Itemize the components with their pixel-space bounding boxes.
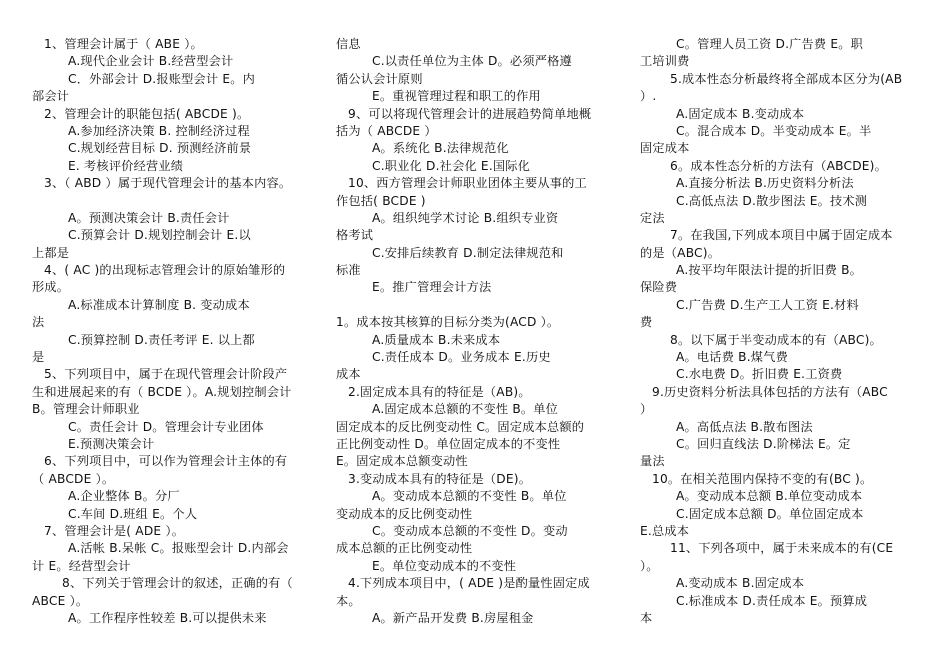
text-line: 正比例变动性 D。单位固定成本的不变性 (336, 436, 561, 451)
text-line: B。管理会计师职业 (32, 402, 140, 417)
text-line: 成本 (336, 367, 361, 382)
text-line: A。系统化 B.法律规范化 (372, 141, 509, 156)
text-line: 成本总额的正比例变动性 (336, 541, 473, 556)
text-line: 格考试 (336, 228, 374, 243)
text-line: E. 考核评价经营业绩 (68, 158, 184, 173)
text-line: C．外部会计 D.报账型会计 E。内 (68, 71, 256, 86)
text-line: ）。 (640, 558, 659, 573)
text-line: C.水电费 D。折旧费 E.工资费 (676, 367, 843, 382)
text-line: 8、下列关于管理会计的叙述，正确的有（ (62, 576, 293, 591)
text-line: A。预测决策会计 B.责任会计 (68, 210, 230, 225)
text-line: 循公认会计原则 (336, 71, 423, 86)
text-line: 工培训费 (640, 54, 690, 69)
text-line: 是 (32, 350, 45, 365)
column-middle (336, 36, 618, 627)
text-line: A.标准成本计算制度 B. 变动成本 (68, 297, 250, 312)
column-left (32, 36, 308, 627)
text-line: C.规划经营目标 D. 预测经济前景 (68, 141, 252, 156)
text-line: ） (640, 402, 653, 417)
text-line: A.质量成本 B.未来成本 (372, 332, 501, 347)
text-line: C.责任成本 D。业务成本 E.历史 (372, 350, 551, 365)
blank-line (32, 193, 308, 210)
text-line: A。新产品开发费 B.房屋租金 (372, 610, 534, 625)
text-line: 1、管理会计属于（ ABE ）。 (44, 37, 203, 51)
text-line: A。变动成本总额 B.单位变动成本 (676, 489, 863, 504)
text-line: A.参加经济决策 B. 控制经济过程 (68, 123, 250, 138)
text-line: 固定成本 (640, 141, 690, 156)
text-line: C。回归直线法 D.阶梯法 E。定 (676, 436, 851, 451)
text-line: C。管理人员工资 D.广告费 E。职 (676, 37, 864, 51)
text-line: A。电话费 B.煤气费 (676, 350, 788, 365)
text-line: 6。成本性态分析的方法有（ABCDE)。 (670, 158, 888, 173)
text-line: 变动成本的反比例变动性 (336, 506, 473, 521)
text-line: A.现代企业会计 B.经营型会计 (68, 54, 234, 69)
text-line: A。高低点法 B.散布图法 (676, 419, 813, 434)
text-line: C。变动成本总额的不变性 D。变动 (372, 523, 568, 538)
text-line: 9、可以将现代管理会计的进展趋势简单地概 (348, 106, 592, 121)
text-line: E.总成本 (640, 523, 690, 538)
text-line: 6、下列项目中，可以作为管理会计主体的有 (44, 454, 288, 469)
text-line: C.标准成本 D.责任成本 E。预算成 (676, 593, 868, 608)
text-line: 9.历史资料分析法具体包括的方法有（ABC (652, 384, 888, 399)
blank-line (336, 297, 618, 314)
text-line: 法 (32, 315, 45, 330)
text-line: E。固定成本总额变动性 (336, 454, 468, 469)
text-line: 作包括( BCDE ) (336, 193, 426, 208)
text-line: A。变动成本总额的不变性 B。单位 (372, 489, 567, 504)
text-line: C.车间 D.班组 E。个人 (68, 506, 198, 521)
text-line: 量法 (640, 454, 665, 469)
text-line: 5.成本性态分析最终将全部成本区分为(AB (670, 71, 903, 86)
text-line: 2.固定成本具有的特征是（AB)。 (348, 384, 531, 399)
text-line: E。推广管理会计方法 (372, 280, 492, 295)
text-line: 上都是 (32, 245, 70, 260)
text-line: C.以责任单位为主体 D。必须严格遵 (372, 54, 572, 69)
text-line: C.广告费 D.生产工人工资 E.材料 (676, 297, 859, 312)
text-line: 部会计 (32, 89, 70, 104)
text-line: C。责任会计 D。管理会计专业团体 (68, 419, 264, 434)
text-line: C.高低点法 D.散步图法 E。技术测 (676, 193, 868, 208)
text-line: C.职业化 D.社会化 E.国际化 (372, 158, 531, 173)
text-line: 标准 (336, 263, 361, 278)
text-line: A.按平均年限法计提的折旧费 B。 (676, 263, 863, 278)
text-line: C。混合成本 D。半变动成本 E。半 (676, 123, 872, 138)
text-line: 信息 (336, 37, 361, 51)
text-line: 8。以下属于半变动成本的有（ABC)。 (670, 332, 882, 347)
text-line: 10、西方管理会计师职业团体主要从事的工 (348, 176, 587, 191)
text-line: 形成。 (32, 280, 70, 295)
text-line: A.直接分析法 B.历史资料分析法 (676, 176, 854, 191)
text-line: 10。在相关范围内保持不变的有(BC )。 (652, 471, 873, 486)
text-line: 定法 (640, 210, 665, 225)
text-line: ）. (640, 89, 657, 104)
text-line: A.变动成本 B.固定成本 (676, 576, 805, 591)
text-line: 生和进展起来的有（ BCDE ）。A.规划控制会计 (32, 384, 292, 399)
text-line: C.预算会计 D.规划控制会计 E.以 (68, 228, 251, 243)
text-line: （ ABCDE ）。 (32, 471, 115, 486)
text-line: 费 (640, 315, 653, 330)
text-line: 计 E。经营型会计 (32, 558, 131, 573)
text-line: C.安排后续教育 D.制定法律规范和 (372, 245, 564, 260)
text-line: E.预测决策会计 (68, 436, 155, 451)
text-line: 7、管理会计是( ADE ）。 (44, 523, 185, 538)
text-line: 本 (640, 610, 653, 625)
text-line: E。重视管理过程和职工的作用 (372, 89, 541, 104)
text-line: A。工作程序性较差 B.可以提供未来 (68, 610, 267, 625)
text-line: A。组织纯学术讨论 B.组织专业资 (372, 210, 559, 225)
text-line: E。单位变动成本的不变性 (372, 558, 517, 573)
text-line: C.固定成本总额 D。单位固定成本 (676, 506, 864, 521)
text-line: 7。在我国,下列成本项目中属于固定成本 (670, 228, 893, 243)
text-line: 3.变动成本具有的特征是（DE)。 (348, 471, 532, 486)
text-line: A.企业整体 B。分厂 (68, 489, 180, 504)
text-line: 的是（ABC)。 (640, 245, 721, 260)
text-line: ABCE ）。 (32, 593, 89, 608)
text-line: 固定成本的反比例变动性 C。固定成本总额的 (336, 419, 585, 434)
text-line: 1。成本按其核算的目标分类为(ACD ）。 (336, 315, 560, 330)
column-right (640, 36, 920, 627)
text-line: 本。 (336, 593, 361, 608)
text-line: A.活帐 B.呆帐 C。报账型会计 D.内部会 (68, 541, 289, 556)
text-line: A.固定成本 B.变动成本 (676, 106, 805, 121)
text-line: 括为（ ABCDE ） (336, 123, 437, 138)
text-line: 保险费 (640, 280, 678, 295)
text-line: C.预算控制 D.责任考评 E. 以上都 (68, 332, 255, 347)
text-line: 4.下列成本项目中，( ADE )是酌量性固定成 (348, 576, 590, 591)
text-line: 2、管理会计的职能包括( ABCDE )。 (44, 106, 250, 121)
text-line: 5、下列项目中，属于在现代管理会计阶段产 (44, 367, 288, 382)
text-line: 4、( AC )的出现标志管理会计的原始雏形的 (44, 263, 286, 278)
text-line: 11、下列各项中，属于未来成本的有(CE (670, 541, 894, 556)
text-line: A.固定成本总额的不变性 B。单位 (372, 402, 559, 417)
text-line: 3、（ ABD ）属于现代管理会计的基本内容。 (44, 176, 292, 191)
